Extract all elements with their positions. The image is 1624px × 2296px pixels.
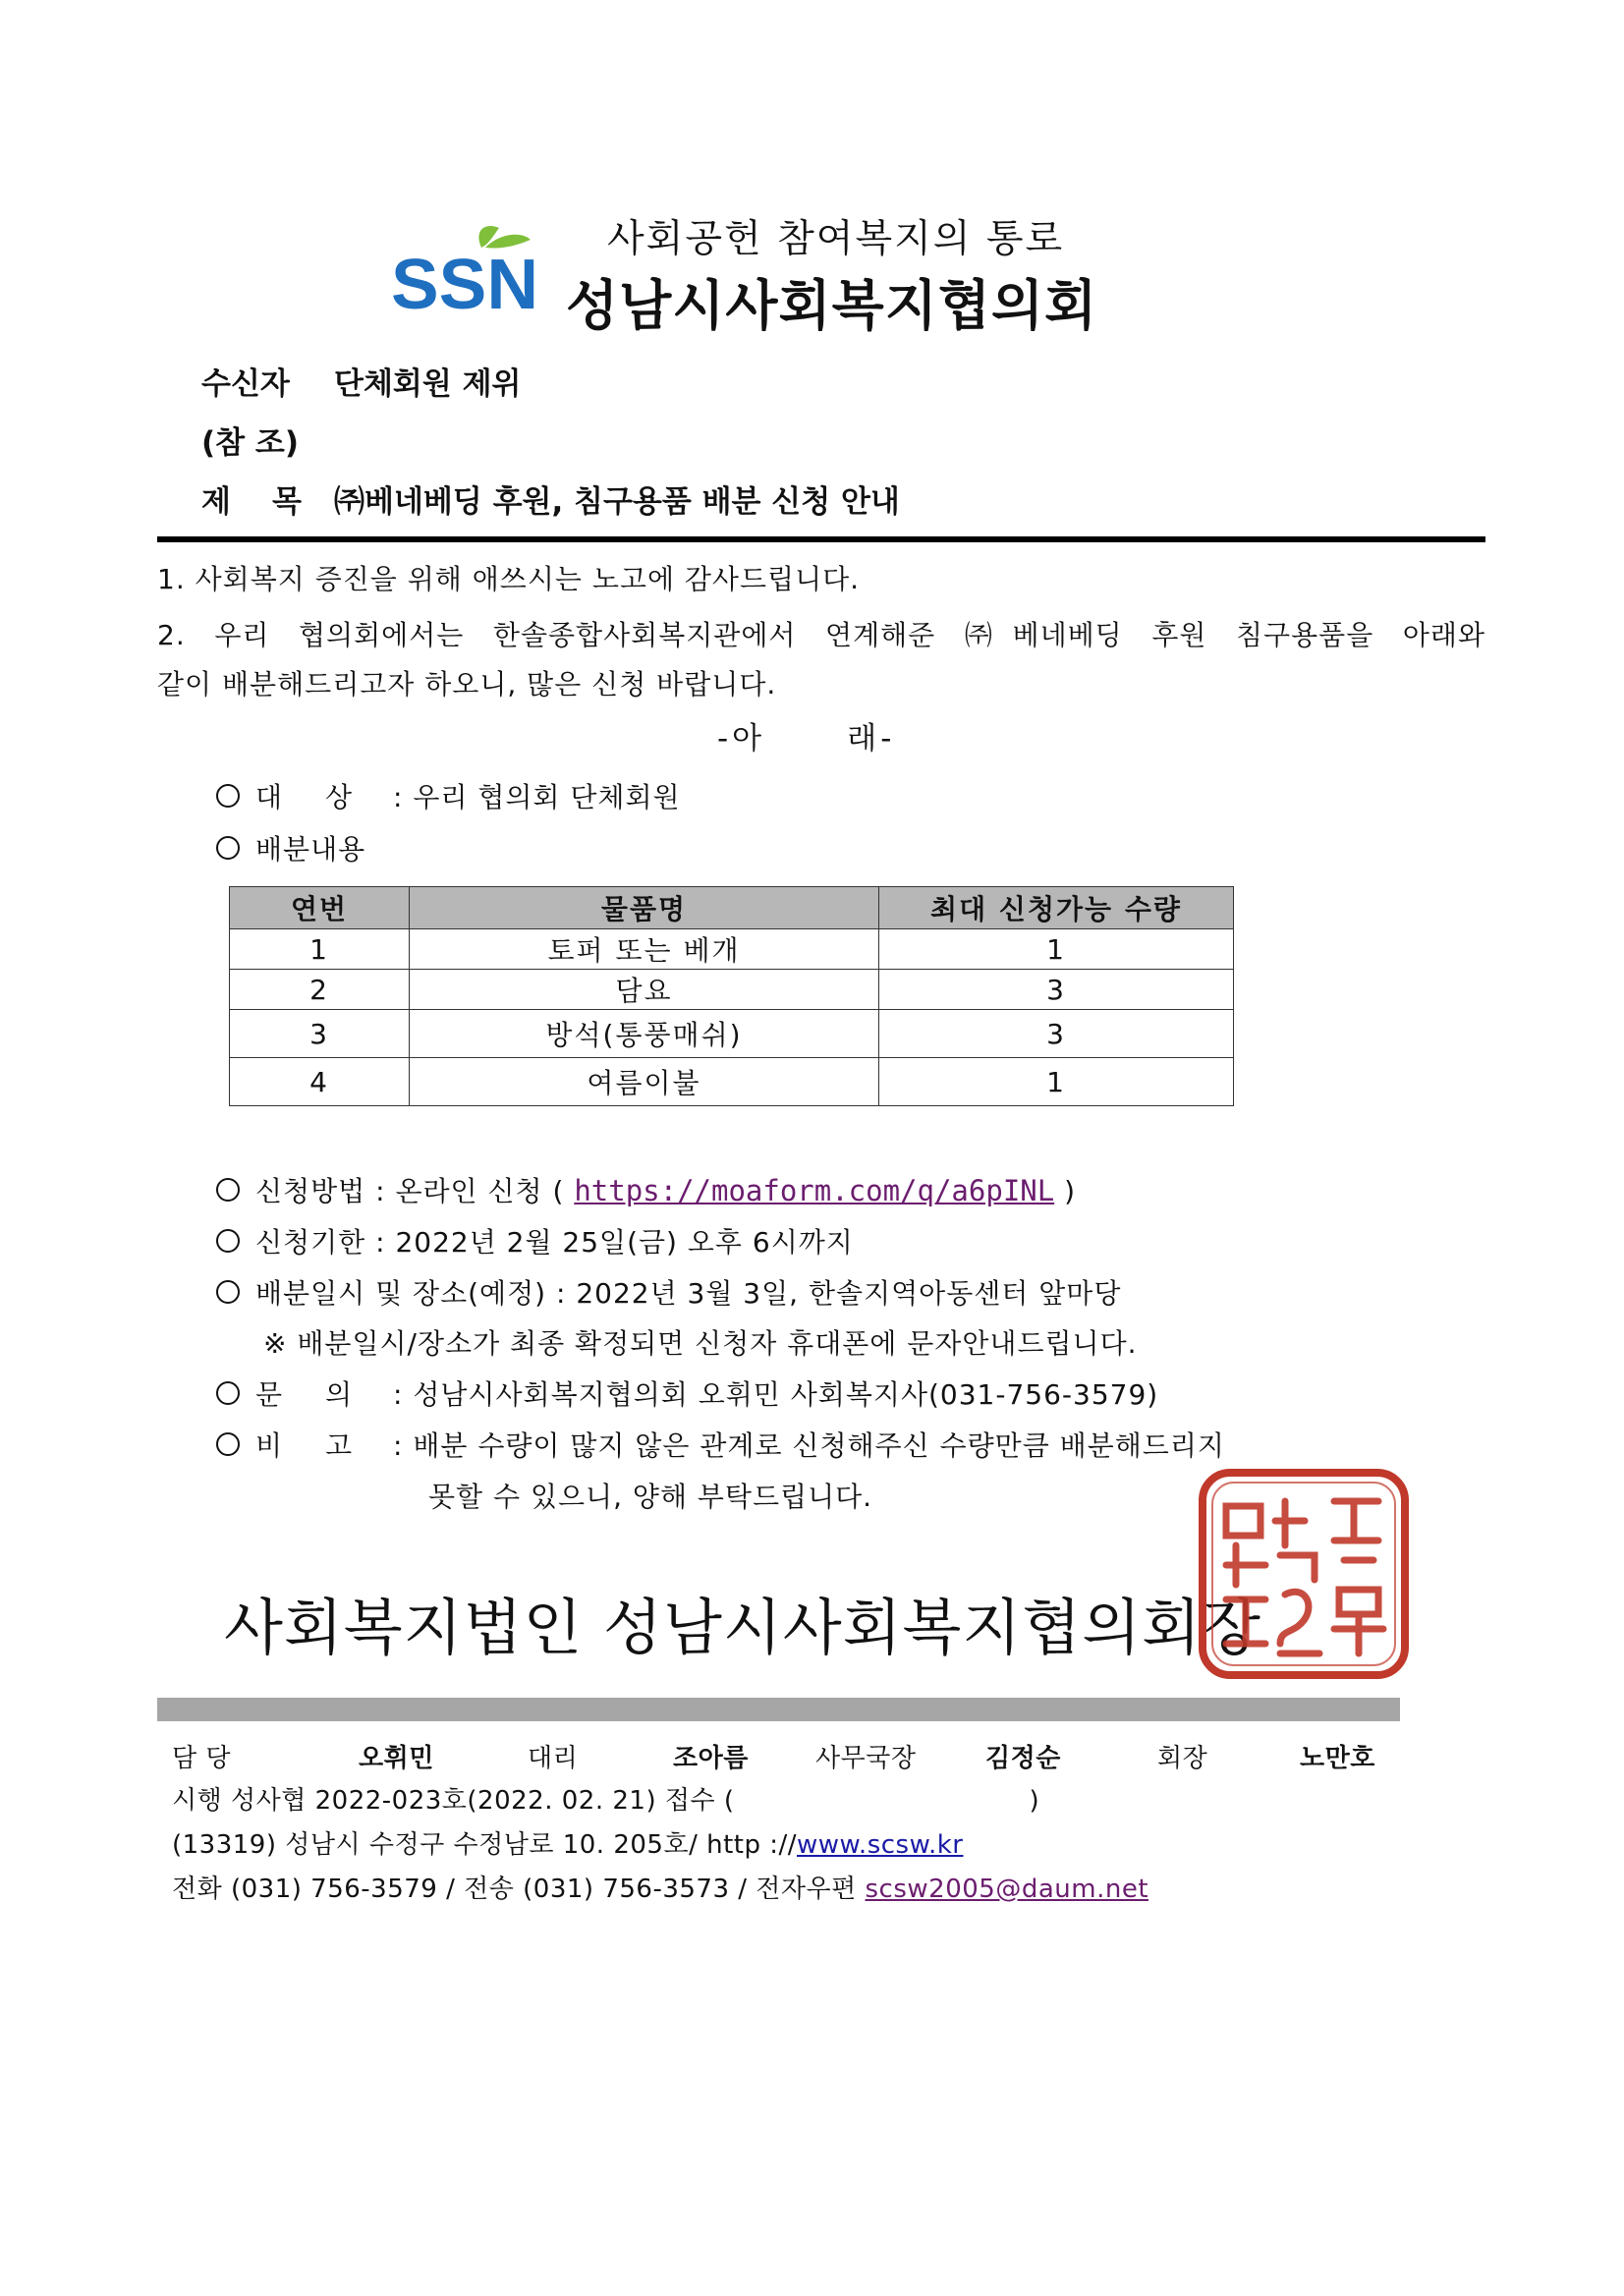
bullet-circle-icon bbox=[216, 1280, 240, 1304]
org-name: 성남시사회복지협의회 bbox=[566, 274, 1098, 337]
bullet-circle-icon bbox=[216, 836, 240, 860]
contact-line bbox=[172, 1869, 1148, 1905]
table-cell: 1 bbox=[879, 929, 1234, 970]
table-row bbox=[230, 1010, 1234, 1058]
table-header-row bbox=[230, 887, 1234, 929]
official-seal-stamp bbox=[1197, 1467, 1411, 1681]
doc-line-prefix: 시행 성사협 2022-023호(2022. 02. 21) 접수 ( bbox=[172, 1786, 735, 1816]
footer-divider bbox=[157, 1698, 1400, 1721]
table-cell: 3 bbox=[879, 1010, 1234, 1058]
column-header: 물품명 bbox=[410, 887, 879, 929]
doc-line-suffix: ) bbox=[1029, 1786, 1040, 1816]
item-distribution bbox=[216, 828, 365, 868]
paragraph-2-line-2: 같이 배분해드리고자 하오니, 많은 신청 바랍니다. bbox=[157, 668, 777, 700]
remark-continuation: 못할 수 있으니, 양해 부탁드립니다. bbox=[428, 1481, 873, 1513]
signature: 사회복지법인 성남시사회복지협의회장 bbox=[224, 1592, 1261, 1663]
table-row bbox=[230, 929, 1234, 970]
method-prefix: : 온라인 신청 ( bbox=[375, 1175, 565, 1207]
item-target bbox=[216, 776, 681, 815]
document-number-line bbox=[172, 1780, 1039, 1817]
table-cell: 1 bbox=[879, 1058, 1234, 1106]
column-header: 연번 bbox=[230, 887, 410, 929]
secgen-name: 김정순 bbox=[985, 1744, 1061, 1773]
table-cell: 방석(통풍매쉬) bbox=[410, 1010, 879, 1058]
email-link[interactable]: scsw2005@daum.net bbox=[865, 1875, 1149, 1904]
table-cell: 여름이불 bbox=[410, 1058, 879, 1106]
secgen-label: 사무국장 bbox=[815, 1744, 917, 1773]
table-cell: 2 bbox=[230, 970, 410, 1010]
schedule-label: 배분일시 및 장소(예정) bbox=[255, 1277, 547, 1310]
contact-text: 전화 (031) 756-3579 / 전송 (031) 756-3573 / 전자우편 bbox=[172, 1875, 866, 1904]
table-row bbox=[230, 1058, 1234, 1106]
method-suffix: ) bbox=[1064, 1175, 1077, 1207]
table-cell: 1 bbox=[230, 929, 410, 970]
table-cell: 3 bbox=[230, 1010, 410, 1058]
deadline-value: : 2022년 2월 25일(금) 오후 6시까지 bbox=[375, 1226, 854, 1259]
remark-label: 비고 bbox=[255, 1429, 396, 1462]
distribution-table bbox=[229, 886, 1234, 1106]
table-cell: 3 bbox=[879, 970, 1234, 1010]
subject-line bbox=[201, 476, 900, 521]
deputy-label: 대리 bbox=[528, 1744, 579, 1773]
bullet-circle-icon bbox=[216, 784, 240, 808]
address-line bbox=[172, 1824, 963, 1861]
reference-label: (참 조) bbox=[201, 425, 300, 461]
section-heading: -아 래- bbox=[717, 721, 896, 756]
deputy-name: 조아름 bbox=[673, 1744, 749, 1773]
column-header: 최대 신청가능 수량 bbox=[879, 887, 1234, 929]
table-cell: 토퍼 또는 베개 bbox=[410, 929, 879, 970]
contact-label: 문의 bbox=[255, 1378, 396, 1411]
paragraph-2-line-1: 2. 우리 협의회에서는 한솔종합사회복지관에서 연계해준 ㈜베네베딩 후원 침구용품을 아래와 bbox=[157, 619, 1485, 651]
distribution-label: 배분내용 bbox=[255, 833, 366, 866]
target-label: 대상 bbox=[255, 781, 396, 813]
bullet-circle-icon bbox=[216, 1381, 240, 1405]
chair-name: 노만호 bbox=[1300, 1744, 1375, 1773]
item-contact bbox=[216, 1373, 1158, 1413]
schedule-value: : 2022년 3월 3일, 한솔지역아동센터 앞마당 bbox=[556, 1277, 1122, 1310]
recipient-label: 수신자 bbox=[201, 366, 290, 402]
website-link[interactable]: www.scsw.kr bbox=[797, 1830, 964, 1860]
table-row bbox=[230, 970, 1234, 1010]
bullet-circle-icon bbox=[216, 1432, 240, 1456]
subject-value: ㈜베네베딩 후원, 침구용품 배분 신청 안내 bbox=[334, 484, 900, 520]
paragraph-1: 1. 사회복지 증진을 위해 애쓰시는 노고에 감사드립니다. bbox=[157, 563, 861, 595]
handler-name: 오휘민 bbox=[359, 1744, 434, 1773]
recipient-value: 단체회원 제위 bbox=[334, 366, 522, 402]
method-label: 신청방법 bbox=[255, 1175, 366, 1207]
table-cell: 4 bbox=[230, 1058, 410, 1106]
item-remark bbox=[216, 1425, 1225, 1464]
schedule-note: ※ 배분일시/장소가 최종 확정되면 신청자 휴대폰에 문자안내드립니다. bbox=[263, 1327, 1138, 1360]
bullet-circle-icon bbox=[216, 1229, 240, 1253]
recipient-line bbox=[201, 359, 521, 403]
contact-value: : 성남시사회복지협의회 오휘민 사회복지사(031-756-3579) bbox=[393, 1378, 1159, 1411]
bullet-circle-icon bbox=[216, 1178, 240, 1202]
ssn-logo bbox=[391, 218, 538, 316]
address-text: (13319) 성남시 수정구 수정남로 10. 205호/ http :// bbox=[172, 1830, 798, 1860]
application-form-link[interactable]: https://moaform.com/q/a6pINL bbox=[574, 1174, 1055, 1207]
handler-label: 담 당 bbox=[172, 1744, 231, 1773]
slogan: 사회공헌 참여복지의 통로 bbox=[607, 217, 1065, 261]
header-divider bbox=[157, 536, 1485, 542]
remark-value: : 배분 수량이 많지 않은 관계로 신청해주신 수량만큼 배분해드리지 bbox=[393, 1429, 1225, 1462]
chair-label: 회장 bbox=[1157, 1744, 1208, 1773]
item-deadline bbox=[216, 1221, 854, 1260]
deadline-label: 신청기한 bbox=[255, 1226, 366, 1259]
logo-text: SSN bbox=[391, 246, 538, 316]
item-method bbox=[216, 1170, 1076, 1209]
target-value: : 우리 협의회 단체회원 bbox=[393, 781, 681, 813]
subject-label: 제목 bbox=[201, 484, 343, 520]
table-cell: 담요 bbox=[410, 970, 879, 1010]
item-schedule bbox=[216, 1272, 1121, 1312]
